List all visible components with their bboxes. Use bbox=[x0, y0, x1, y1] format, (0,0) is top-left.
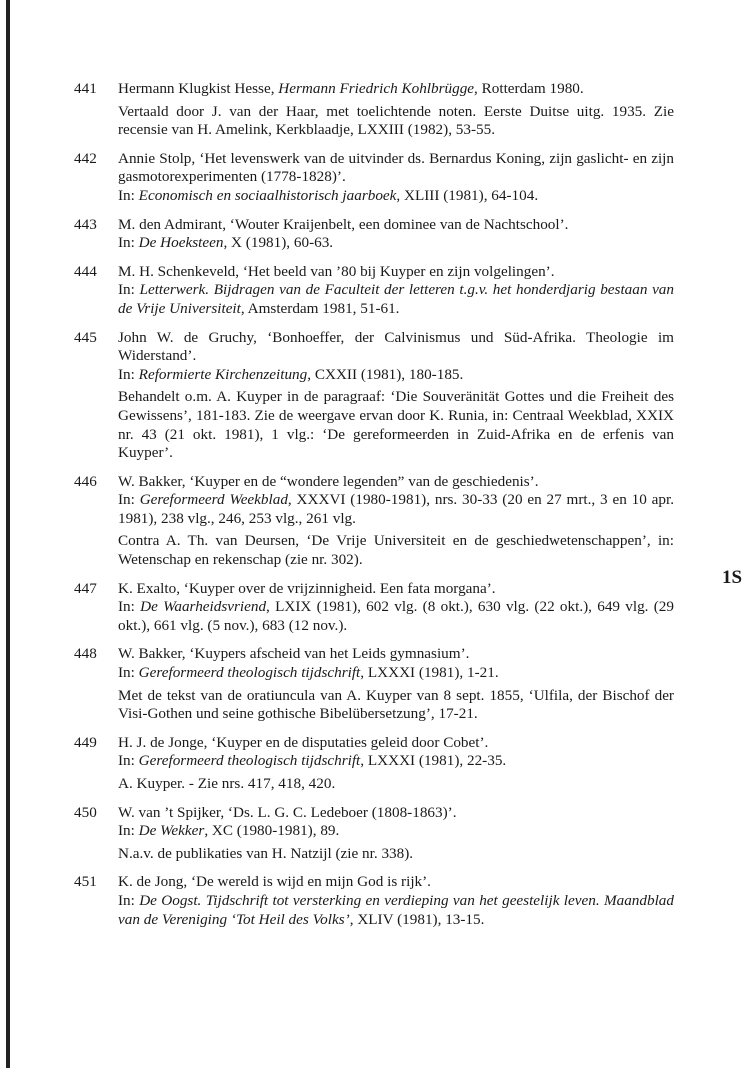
entry-source: In: De Hoeksteen, X (1981), 60-63. bbox=[118, 234, 334, 252]
entry-note: A. Kuyper. - Zie nrs. 417, 418, 420. bbox=[118, 775, 336, 792]
entry-note: Vertaald door J. van der Haar, met toelichtende noten. Eerste Duitse uitg. 1935. Zie recensie van H. Amelink, Kerkblaadje, LXXIII (1982), 53-55. bbox=[118, 102, 674, 139]
entry-443 bbox=[74, 216, 674, 253]
entry-450 bbox=[74, 804, 674, 864]
entry-source: In: Reformierte Kirchenzeitung, CXXII (1981), 180-185. bbox=[118, 365, 464, 383]
entry-note: N.a.v. de publikaties van H. Natzijl (zie nr. 338). bbox=[118, 844, 414, 862]
entry-source: In: Gereformeerd theologisch tijdschrift, LXXXI (1981), 1-21. bbox=[118, 664, 499, 682]
entry-444 bbox=[74, 263, 674, 319]
entry-number: 444 bbox=[74, 262, 97, 280]
entry-number: 445 bbox=[74, 328, 97, 346]
entry-source: In: De Waarheidsvriend, LXIX (1981), 602 vlg. (8 okt.), 630 vlg. (22 okt.), 649 vlg. (29 okt.), 661 vlg. (5 nov.), 683 (12 nov.). bbox=[118, 598, 674, 634]
entry-number: 443 bbox=[74, 215, 97, 233]
entry-title: M. H. Schenkeveld, ‘Het beeld van ’80 bij Kuyper en zijn volgelingen’. bbox=[118, 262, 555, 280]
entry-number: 451 bbox=[74, 873, 97, 891]
entry-note: Contra A. Th. van Deursen, ‘De Vrije Universiteit en de geschiedwetenschappen’, in: Wetenschap en rekenschap (zie nr. 302). bbox=[118, 532, 674, 569]
entry-title: H. J. de Jonge, ‘Kuyper en de disputaties geleid door Cobet’. bbox=[118, 733, 489, 751]
margin-page-number: 1S bbox=[722, 567, 742, 588]
entry-source: In: Gereformeerd Weekblad, XXXVI (1980-1981), nrs. 30-33 (20 en 27 mrt., 3 en 10 apr. 1981), 238 vlg., 246, 253 vlg., 261 vlg. bbox=[118, 491, 675, 527]
entry-441 bbox=[74, 80, 674, 140]
entry-note: Behandelt o.m. A. Kuyper in de paragraaf: ‘Die Souveränität Gottes und die Freiheit des Gewissens’, 181-183. Zie de weergave ervan door K. Runia, in: Centraal Weekblad, XXIX nr. 43 (21 okt. 1981), 1 vlg.: ‘De gereformeerden in Zuid-Afrika en de erfenis van Kuyper’. bbox=[118, 388, 674, 462]
entry-number: 448 bbox=[74, 645, 97, 663]
entry-449 bbox=[74, 734, 674, 794]
entry-title: M. den Admirant, ‘Wouter Kraijenbelt, een dominee van de Nachtschool’. bbox=[118, 215, 569, 233]
entry-title: W. van ’t Spijker, ‘Ds. L. G. C. Ledeboer (1808-1863)’. bbox=[118, 803, 457, 821]
entry-source: In: Gereformeerd theologisch tijdschrift, LXXXI (1981), 22-35. bbox=[118, 752, 507, 770]
entry-title: Annie Stolp, ‘Het levenswerk van de uitvinder ds. Bernardus Koning, zijn gaslicht- en zijn gasmotorexperimenten (1778-1828)’. bbox=[118, 149, 674, 186]
entry-source: In: De Wekker, XC (1980-1981), 89. bbox=[118, 822, 340, 840]
entry-number: 446 bbox=[74, 472, 97, 490]
bibliography-list bbox=[74, 80, 674, 939]
entry-number: 449 bbox=[74, 733, 97, 751]
entry-note: Met de tekst van de oratiuncula van A. Kuyper van 8 sept. 1855, ‘Ulfila, der Bischof der Visi-Gothen und seine gothische Bibelübersetzung’, 17-21. bbox=[118, 686, 674, 723]
entry-448 bbox=[74, 645, 674, 723]
entry-title: K. de Jong, ‘De wereld is wijd en mijn God is rijk’. bbox=[118, 873, 431, 891]
entry-number: 447 bbox=[74, 579, 97, 597]
entry-title: W. Bakker, ‘Kuyper en de “wondere legenden” van de geschiedenis’. bbox=[118, 472, 539, 490]
entry-442 bbox=[74, 150, 674, 206]
entry-number: 441 bbox=[74, 80, 97, 97]
entry-citation: Hermann Klugkist Hesse, Hermann Friedrich Kohlbrügge, Rotterdam 1980. bbox=[118, 80, 584, 97]
entry-title: John W. de Gruchy, ‘Bonhoeffer, der Calvinismus und Süd-Afrika. Theologie im Widerstand’. bbox=[118, 328, 674, 365]
entry-source: In: Letterwerk. Bijdragen van de Faculteit der letteren t.g.v. het honderdjarig bestaan van de Vrije Universiteit, Amsterdam 1981, 51-61. bbox=[118, 281, 674, 317]
entry-number: 442 bbox=[74, 149, 97, 167]
entry-451 bbox=[74, 873, 674, 929]
entry-title: W. Bakker, ‘Kuypers afscheid van het Leids gymnasium’. bbox=[118, 645, 470, 663]
entry-447 bbox=[74, 580, 674, 636]
page-spine-edge bbox=[6, 0, 10, 1068]
entry-title: K. Exalto, ‘Kuyper over de vrijzinnigheid. Een fata morgana’. bbox=[118, 579, 496, 597]
entry-source: In: Economisch en sociaalhistorisch jaarboek, XLIII (1981), 64-104. bbox=[118, 186, 539, 204]
entry-445 bbox=[74, 329, 674, 463]
entry-source: In: De Oogst. Tijdschrift tot versterking en verdieping van het geestelijk leven. Maandblad van de Vereniging ‘Tot Heil des Volks’, XLIV (1981), 13-15. bbox=[118, 891, 674, 928]
entry-446 bbox=[74, 473, 674, 570]
entry-number: 450 bbox=[74, 803, 97, 821]
